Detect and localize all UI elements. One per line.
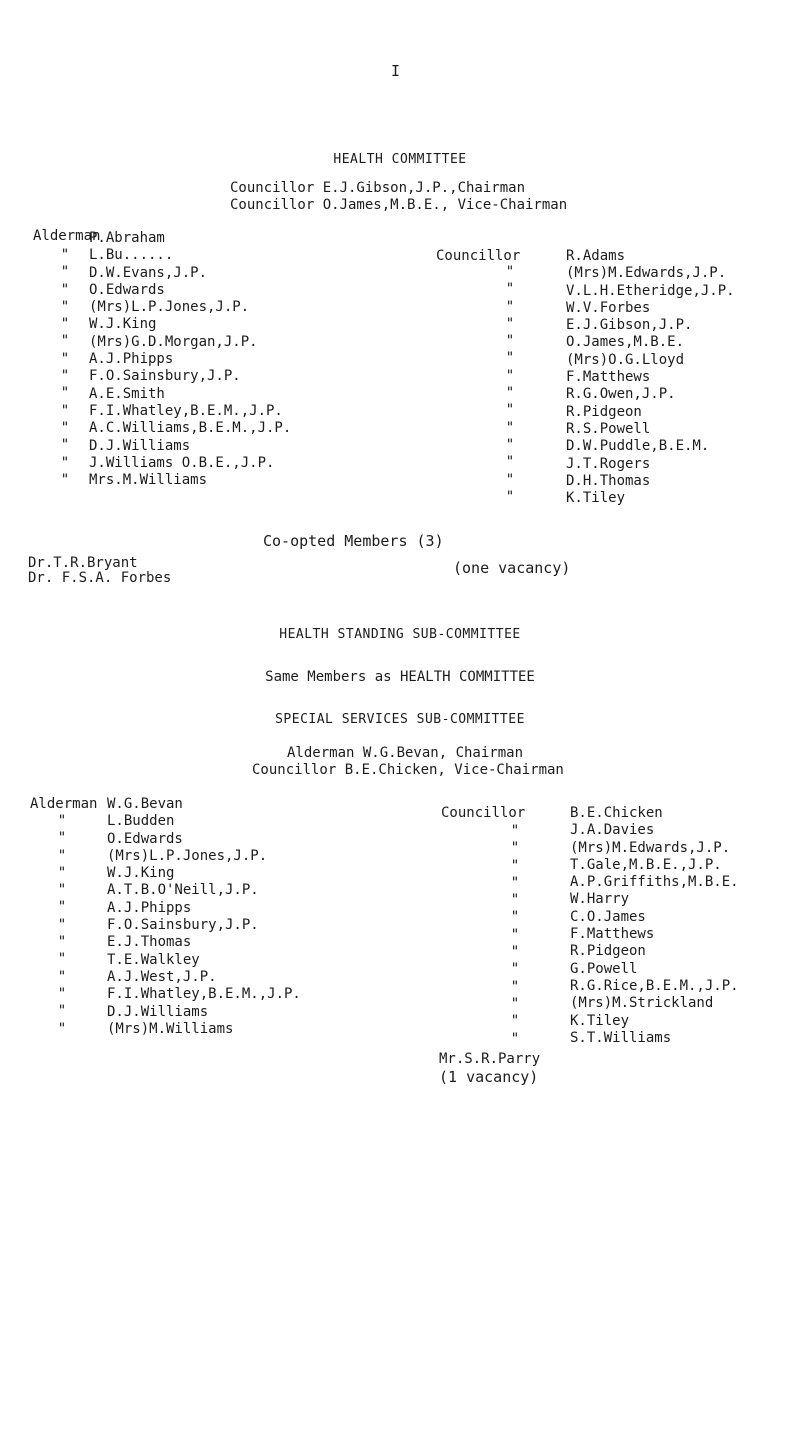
list-item: A.E.Smith — [89, 385, 165, 402]
co-opted-heading: Co-opted Members (3) — [263, 532, 444, 550]
list-item: F.O.Sainsbury,J.P. — [107, 917, 259, 934]
list-item: W.J.King — [107, 865, 175, 882]
special-services-heading: SPECIAL SERVICES SUB-COMMITTEE — [275, 712, 525, 727]
health-alderman-label: Alderman — [33, 228, 101, 244]
special-councillor-dittos: " " " " " " " " " " " " " — [510, 823, 520, 1047]
health-chairman: Councillor E.J.Gibson,J.P.,Chairman — [230, 180, 526, 196]
list-item: F.Matthews — [570, 926, 655, 943]
list-item: F.Matthews — [566, 369, 651, 386]
list-item: (Mrs)O.G.Lloyd — [566, 351, 685, 368]
list-item: A.J.West,J.P. — [107, 968, 217, 985]
list-item: F.O.Sainsbury,J.P. — [89, 368, 241, 385]
list-item: (Mrs)M.Edwards,J.P. — [570, 839, 731, 856]
list-item: L.Bu...... — [89, 247, 174, 264]
page-number: I — [391, 62, 401, 80]
co-opted-member: Dr. F.S.A. Forbes — [28, 570, 172, 586]
extra-member: Mr.S.R.Parry — [439, 1051, 541, 1067]
standing-sub-committee-heading: HEALTH STANDING SUB-COMMITTEE — [279, 627, 521, 642]
health-councillor-dittos: " " " " " " " " " " " " " " — [505, 264, 515, 505]
list-item: (Mrs)M.Williams — [107, 1020, 234, 1037]
list-item: R.Pidgeon — [566, 403, 642, 420]
list-item: F.I.Whatley,B.E.M.,J.P. — [107, 986, 301, 1003]
list-item: E.J.Gibson,J.P. — [566, 317, 693, 334]
list-item: R.G.Rice,B.E.M.,J.P. — [570, 977, 739, 994]
special-services-chairman: Alderman W.G.Bevan, Chairman — [287, 745, 524, 761]
list-item: L.Budden — [107, 813, 175, 830]
special-services-vice-chairman: Councillor B.E.Chicken, Vice-Chairman — [252, 762, 564, 778]
list-item: A.J.Phipps — [107, 899, 192, 916]
list-item: T.Gale,M.B.E.,J.P. — [570, 856, 722, 873]
special-councillor-label: Councillor — [441, 805, 526, 821]
list-item: R.Pidgeon — [570, 943, 646, 960]
list-item: G.Powell — [570, 960, 638, 977]
extra-vacancy: (1 vacancy) — [439, 1068, 539, 1086]
vacancy-note: (one vacancy) — [453, 559, 571, 577]
list-item: A.C.Williams,B.E.M.,J.P. — [89, 420, 292, 437]
list-item: (Mrs)M.Edwards,J.P. — [566, 265, 727, 282]
list-item: Mrs.M.Williams — [89, 472, 208, 489]
list-item: A.P.Griffiths,M.B.E. — [570, 874, 739, 891]
list-item: F.I.Whatley,B.E.M.,J.P. — [89, 402, 283, 419]
health-committee-heading: HEALTH COMMITTEE — [333, 152, 467, 167]
list-item: S.T.Williams — [570, 1029, 672, 1046]
list-item: (Mrs)L.P.Jones,J.P. — [89, 299, 250, 316]
list-item: (Mrs)L.P.Jones,J.P. — [107, 847, 268, 864]
list-item: A.T.B.O'Neill,J.P. — [107, 882, 259, 899]
list-item: A.J.Phipps — [89, 351, 174, 368]
list-item: C.O.James — [570, 908, 646, 925]
list-item: P.Abraham — [89, 230, 165, 246]
list-item: R.Adams — [566, 248, 626, 264]
list-item: W.V.Forbes — [566, 299, 651, 316]
list-item: W.J.King — [89, 316, 157, 333]
special-aldermen-list — [107, 796, 301, 1038]
list-item: (Mrs)G.D.Morgan,J.P. — [89, 333, 258, 350]
standing-sub-committee-note: Same Members as HEALTH COMMITTEE — [265, 669, 535, 685]
list-item: T.E.Walkley — [107, 951, 200, 968]
list-item: B.E.Chicken — [570, 805, 663, 821]
list-item: O.James,M.B.E. — [566, 334, 685, 351]
list-item: (Mrs)M.Strickland — [570, 995, 714, 1012]
list-item: J.A.Davies — [570, 822, 655, 839]
list-item: V.L.H.Etheridge,J.P. — [566, 282, 735, 299]
list-item: D.J.Williams — [89, 437, 191, 454]
health-alderman-dittos: " " " " " " " " " " " " " " — [60, 247, 70, 488]
co-opted-member: Dr.T.R.Bryant — [28, 555, 138, 571]
list-item: W.G.Bevan — [107, 796, 183, 812]
special-councillors-list — [570, 805, 739, 1047]
list-item: D.H.Thomas — [566, 472, 651, 489]
list-item: O.Edwards — [107, 830, 183, 847]
special-alderman-label: Alderman — [30, 796, 98, 812]
list-item: O.Edwards — [89, 281, 165, 298]
list-item: K.Tiley — [570, 1012, 630, 1029]
list-item: K.Tiley — [566, 490, 626, 507]
list-item: R.S.Powell — [566, 420, 651, 437]
list-item: J.Williams O.B.E.,J.P. — [89, 454, 275, 471]
health-aldermen-list — [89, 230, 291, 489]
list-item: J.T.Rogers — [566, 455, 651, 472]
health-councillor-label: Councillor — [436, 248, 521, 264]
list-item: E.J.Thomas — [107, 934, 192, 951]
health-councillors-list — [566, 248, 735, 507]
list-item: R.G.Owen,J.P. — [566, 386, 676, 403]
list-item: D.J.Williams — [107, 1003, 209, 1020]
health-vice-chairman: Councillor O.James,M.B.E., Vice-Chairman — [230, 197, 568, 213]
list-item: W.Harry — [570, 891, 630, 908]
list-item: D.W.Puddle,B.E.M. — [566, 438, 710, 455]
special-alderman-dittos: " " " " " " " " " " " " " — [57, 813, 67, 1037]
list-item: D.W.Evans,J.P. — [89, 264, 208, 281]
